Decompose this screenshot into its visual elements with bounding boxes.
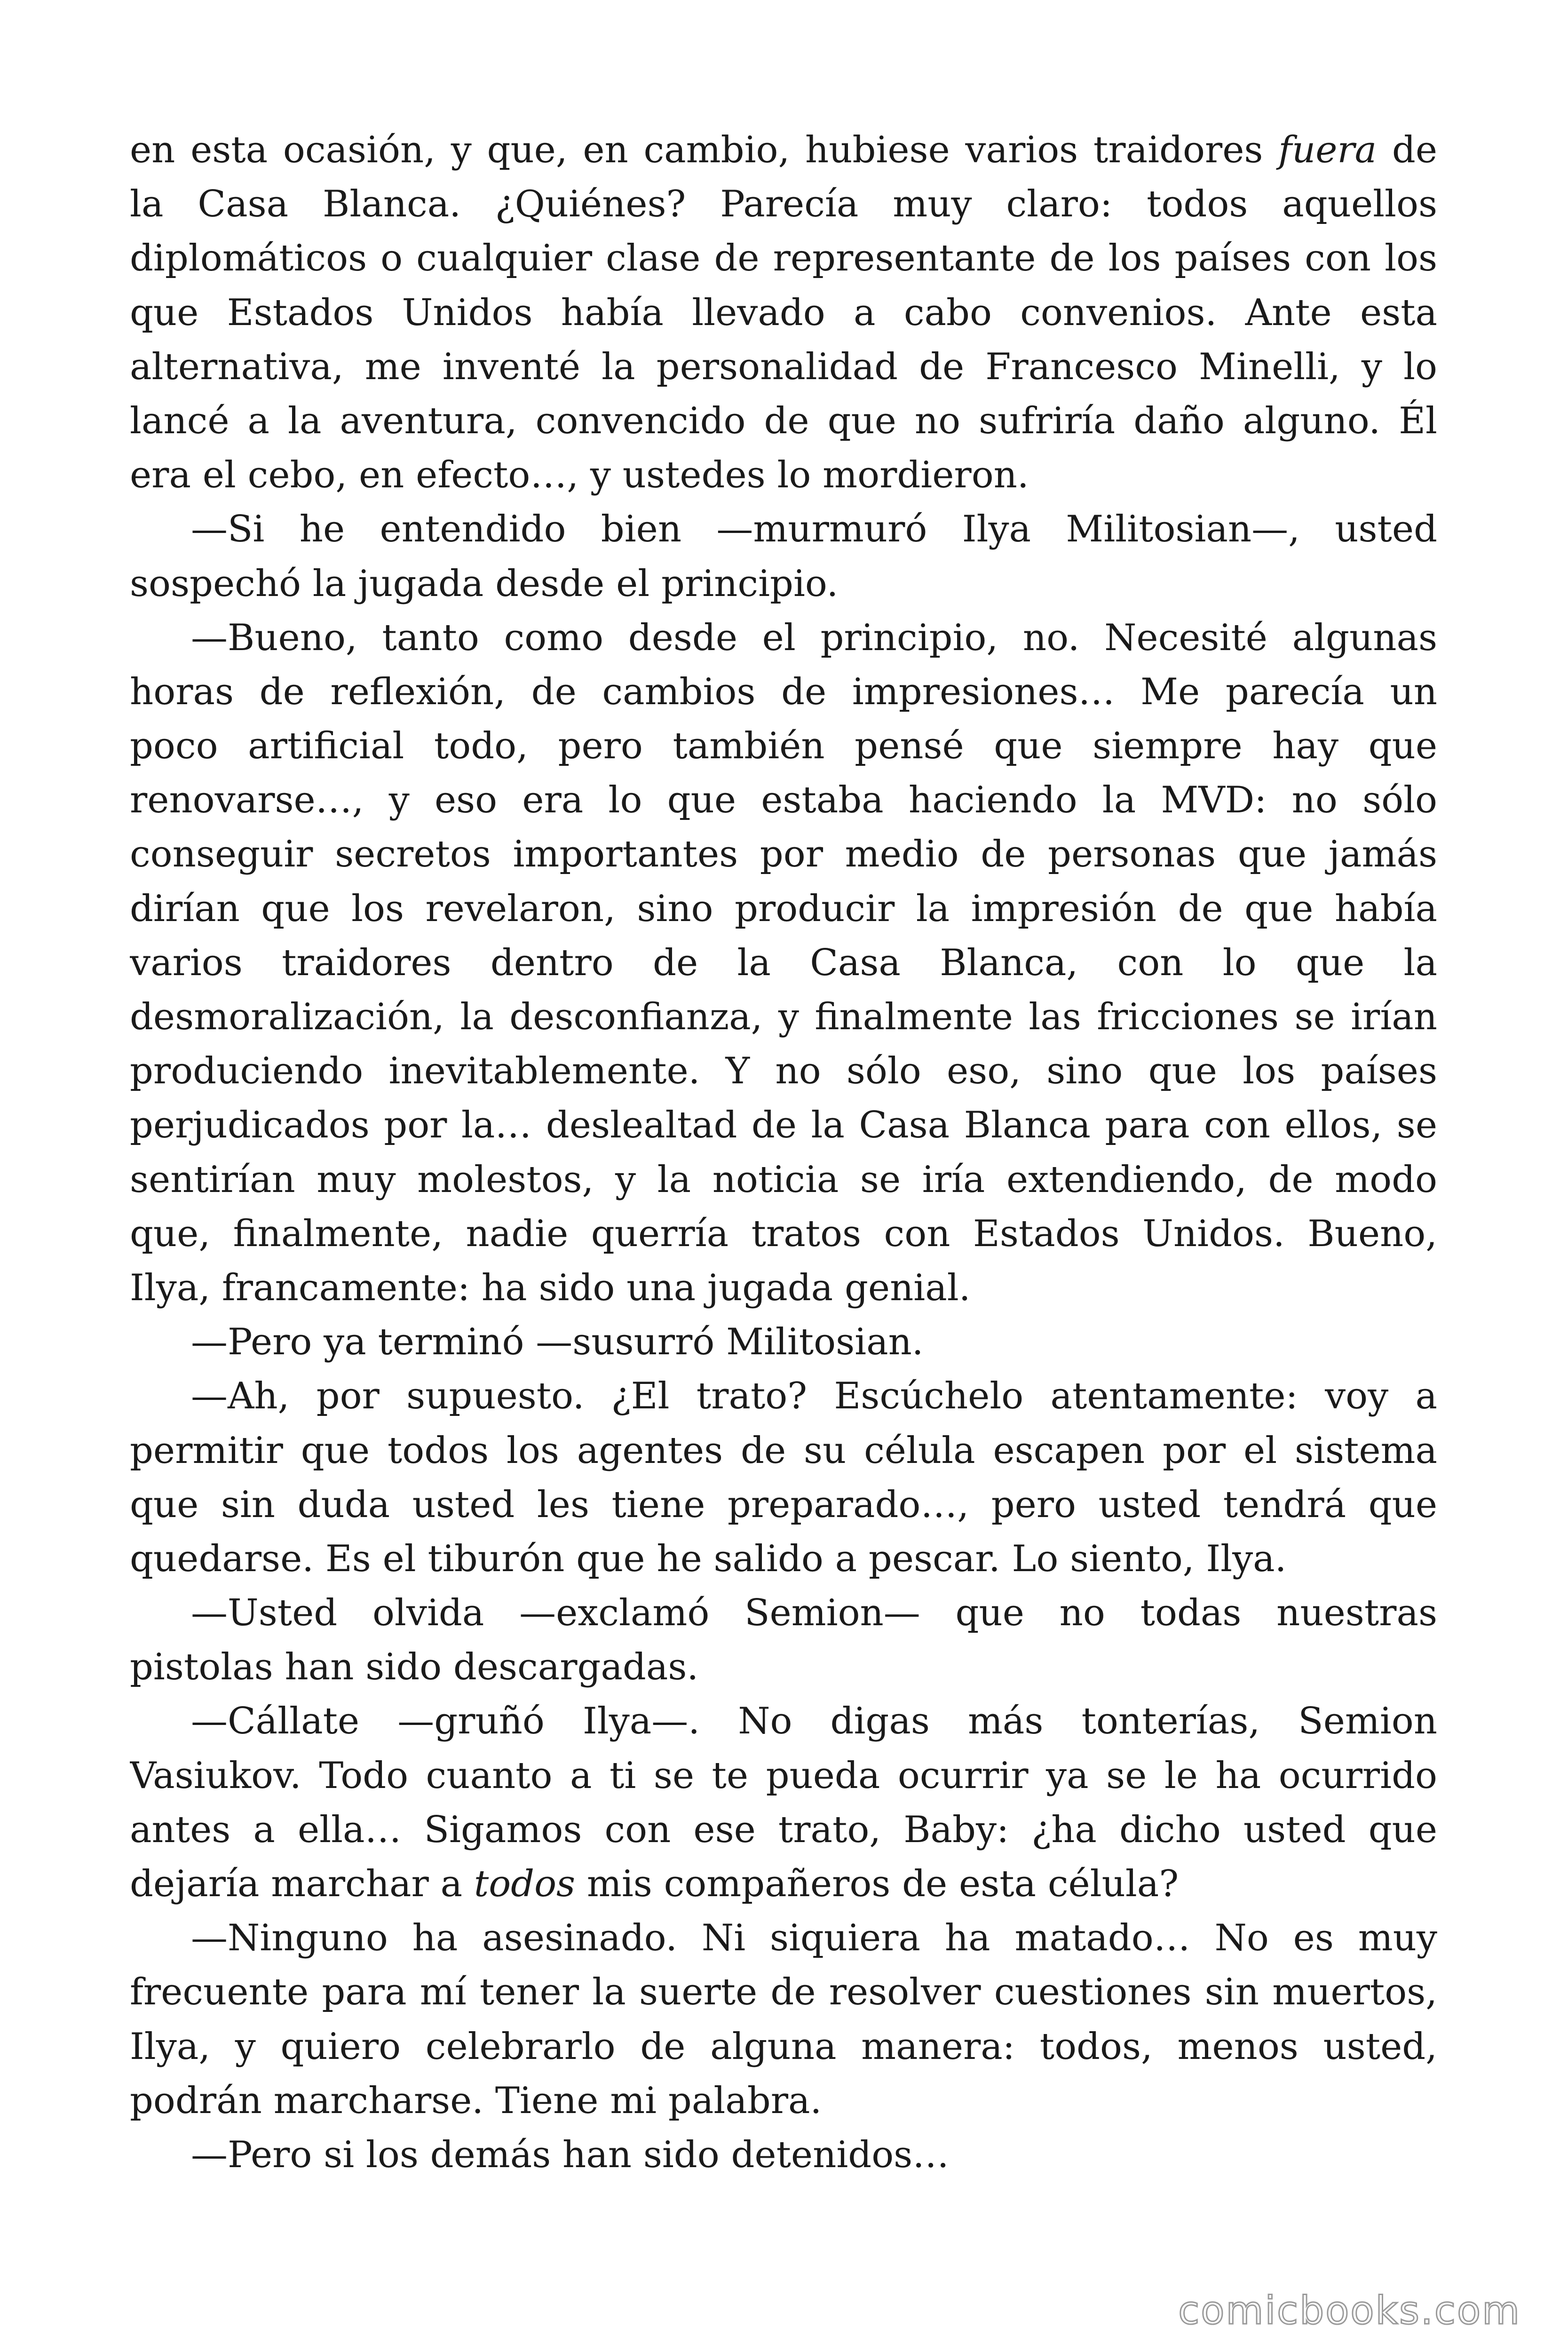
text-line bbox=[130, 611, 1437, 665]
text-segment: frecuente para mí tener la suerte de resolver cuestiones sin muertos, bbox=[130, 1971, 1437, 2014]
text-line bbox=[130, 936, 1437, 990]
text-line bbox=[130, 448, 1437, 502]
text-line bbox=[130, 340, 1437, 394]
text-segment: sentirían muy molestos, y la noticia se iría extendiendo, de modo bbox=[130, 1158, 1437, 1201]
text-segment: Ilya, francamente: ha sido una jugada genial. bbox=[130, 1266, 971, 1309]
italic-text: todos bbox=[474, 1863, 576, 1905]
text-line bbox=[130, 719, 1437, 773]
text-segment: mis compañeros de esta célula? bbox=[575, 1863, 1179, 1905]
text-segment: en esta ocasión, y que, en cambio, hubiese varios traidores bbox=[130, 129, 1279, 171]
text-line bbox=[130, 123, 1437, 177]
text-segment: dirían que los revelaron, sino producir la impresión de que había bbox=[130, 887, 1437, 930]
text-line bbox=[130, 882, 1437, 936]
text-segment: lancé a la aventura, convencido de que no sufriría daño alguno. Él bbox=[130, 399, 1437, 442]
text-segment: antes a ella… Sigamos con ese trato, Baby: ¿ha dicho usted que bbox=[130, 1808, 1437, 1851]
text-segment: poco artificial todo, pero también pensé que siempre hay que bbox=[130, 725, 1437, 768]
text-line bbox=[130, 1315, 1437, 1369]
text-line bbox=[130, 1911, 1437, 1965]
text-line bbox=[130, 1044, 1437, 1098]
text-segment: quedarse. Es el tiburón que he salido a pescar. Lo siento, Ilya. bbox=[130, 1537, 1287, 1580]
text-line bbox=[130, 502, 1437, 556]
text-line bbox=[130, 1749, 1437, 1803]
text-line bbox=[130, 286, 1437, 340]
text-segment: —Bueno, tanto como desde el principio, no. Necesité algunas bbox=[191, 616, 1437, 659]
text-line bbox=[130, 773, 1437, 827]
text-segment: dejaría marchar a bbox=[130, 1863, 474, 1905]
text-segment: sospechó la jugada desde el principio. bbox=[130, 562, 839, 605]
italic-text: fuera bbox=[1278, 129, 1377, 171]
text-segment: que sin duda usted les tiene preparado…, pero usted tendrá que bbox=[130, 1483, 1437, 1526]
text-line bbox=[130, 1803, 1437, 1857]
text-line bbox=[130, 557, 1437, 611]
text-line bbox=[130, 1965, 1437, 2019]
text-line bbox=[130, 990, 1437, 1044]
text-segment: —Cállate —gruñó Ilya—. No digas más tonterías, Semion bbox=[191, 1700, 1437, 1743]
text-segment: —Pero si los demás han sido detenidos… bbox=[191, 2133, 950, 2176]
text-line bbox=[130, 177, 1437, 231]
body-text bbox=[130, 123, 1437, 2182]
text-line bbox=[130, 1586, 1437, 1640]
text-segment: varios traidores dentro de la Casa Blanca, con lo que la bbox=[130, 941, 1437, 984]
text-line bbox=[130, 231, 1437, 286]
watermark-logo: comicbooks.com bbox=[1178, 2288, 1521, 2333]
text-segment: Ilya, y quiero celebrarlo de alguna manera: todos, menos usted, bbox=[130, 2025, 1437, 2068]
text-line bbox=[130, 394, 1437, 448]
text-segment: —Pero ya terminó —susurró Militosian. bbox=[191, 1321, 924, 1364]
text-segment: perjudicados por la… deslealtad de la Casa Blanca para con ellos, se bbox=[130, 1104, 1437, 1147]
text-segment: la Casa Blanca. ¿Quiénes? Parecía muy claro: todos aquellos bbox=[130, 183, 1437, 226]
text-line bbox=[130, 1478, 1437, 1532]
text-segment: —Si he entendido bien —murmuró Ilya Militosian—, usted bbox=[191, 508, 1437, 551]
text-segment: conseguir secretos importantes por medio de personas que jamás bbox=[130, 833, 1437, 876]
text-segment: —Ninguno ha asesinado. Ni siquiera ha matado… No es muy bbox=[191, 1917, 1437, 1960]
text-line bbox=[130, 2020, 1437, 2074]
text-segment: —Usted olvida —exclamó Semion— que no todas nuestras bbox=[191, 1592, 1437, 1635]
text-line bbox=[130, 1207, 1437, 1261]
text-line bbox=[130, 1424, 1437, 1478]
text-segment: permitir que todos los agentes de su célula escapen por el sistema bbox=[130, 1429, 1437, 1472]
text-line bbox=[130, 1694, 1437, 1748]
text-line bbox=[130, 1857, 1437, 1911]
text-segment: que, finalmente, nadie querría tratos con Estados Unidos. Bueno, bbox=[130, 1212, 1437, 1255]
text-segment: diplomáticos o cualquier clase de representante de los países con los bbox=[130, 237, 1437, 280]
text-segment: podrán marcharse. Tiene mi palabra. bbox=[130, 2079, 822, 2122]
text-line bbox=[130, 2074, 1437, 2128]
text-line bbox=[130, 2128, 1437, 2182]
text-segment: produciendo inevitablemente. Y no sólo eso, sino que los países bbox=[130, 1050, 1437, 1093]
text-segment: de bbox=[1377, 129, 1437, 171]
text-line bbox=[130, 1098, 1437, 1152]
text-line bbox=[130, 1261, 1437, 1315]
text-segment: alternativa, me inventé la personalidad de Francesco Minelli, y lo bbox=[130, 345, 1437, 388]
text-segment: renovarse…, y eso era lo que estaba haciendo la MVD: no sólo bbox=[130, 779, 1437, 822]
text-line bbox=[130, 827, 1437, 882]
text-segment: pistolas han sido descargadas. bbox=[130, 1646, 699, 1689]
text-segment: —Ah, por supuesto. ¿El trato? Escúchelo atentamente: voy a bbox=[191, 1375, 1437, 1418]
text-line bbox=[130, 1532, 1437, 1586]
text-segment: desmoralización, la desconfianza, y finalmente las fricciones se irían bbox=[130, 996, 1437, 1038]
text-segment: Vasiukov. Todo cuanto a ti se te pueda ocurrir ya se le ha ocurrido bbox=[130, 1754, 1437, 1797]
text-line bbox=[130, 1153, 1437, 1207]
text-segment: era el cebo, en efecto…, y ustedes lo mordieron. bbox=[130, 454, 1029, 497]
text-line bbox=[130, 665, 1437, 719]
text-line bbox=[130, 1640, 1437, 1694]
text-segment: que Estados Unidos había llevado a cabo convenios. Ante esta bbox=[130, 291, 1437, 334]
text-segment: horas de reflexión, de cambios de impresiones… Me parecía un bbox=[130, 670, 1437, 713]
text-line bbox=[130, 1369, 1437, 1423]
